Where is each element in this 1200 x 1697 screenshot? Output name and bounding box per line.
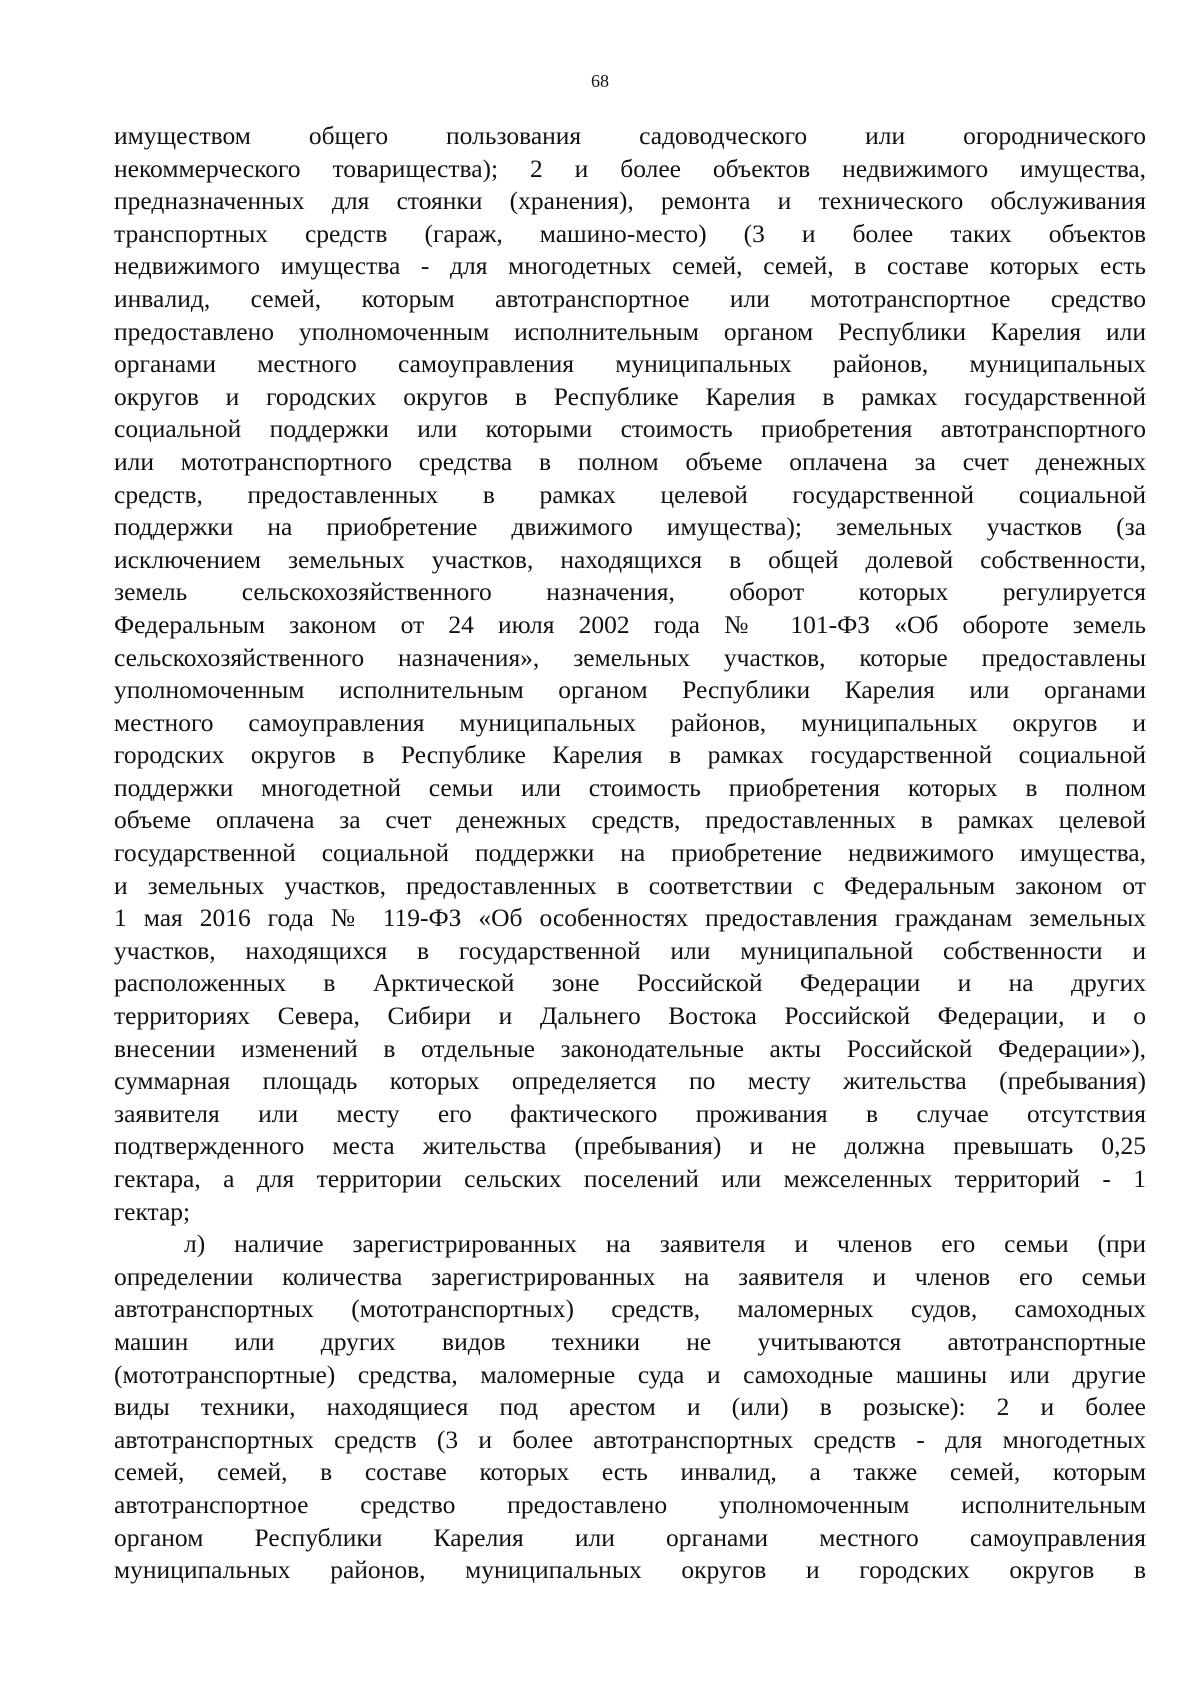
- text-line: транспортных средств (гараж, машино-место) (3 и более таких объектов: [114, 218, 1146, 248]
- text-line: имуществом общего пользования садоводческого или огороднического: [114, 121, 1146, 150]
- text-line: семей, семей, в составе которых есть инвалид, а также семей, которым: [114, 1457, 1146, 1487]
- text-line: заявителя или месту его фактического проживания в случае отсутствия: [114, 1098, 1146, 1128]
- text-line: муниципальных районов, муниципальных округов и городских округов в: [114, 1555, 1146, 1585]
- text-line: объеме оплачена за счет денежных средств, предоставленных в рамках целевой: [114, 805, 1146, 835]
- text-line: органами местного самоуправления муниципальных районов, муниципальных: [114, 349, 1146, 379]
- text-line: уполномоченным исполнительным органом Республики Карелия или органами: [114, 675, 1146, 705]
- text-line: и земельных участков, предоставленных в соответствии с Федеральным законом от: [114, 870, 1146, 900]
- text-line: городских округов в Республике Карелия в рамках государственной социальной: [114, 740, 1146, 770]
- text-line: недвижимого имущества - для многодетных семей, семей, в составе которых есть: [114, 251, 1146, 281]
- text-line: или мототранспортного средства в полном объеме оплачена за счет денежных: [114, 446, 1146, 476]
- text-line: предоставлено уполномоченным исполнительным органом Республики Карелия или: [114, 316, 1146, 346]
- text-line: некоммерческого товарищества); 2 и более объектов недвижимого имущества,: [114, 153, 1146, 183]
- text-line: гектара, а для территории сельских поселений или межселенных территорий - 1: [114, 1164, 1146, 1193]
- text-line: подтвержденного места жительства (пребывания) и не должна превышать 0,25: [114, 1131, 1146, 1161]
- text-line: машин или других видов техники не учитываются автотранспортные: [114, 1326, 1146, 1356]
- text-line: автотранспортных средств (3 и более автотранспортных средств - для многодетных: [114, 1424, 1146, 1454]
- text-line: местного самоуправления муниципальных районов, муниципальных округов и: [114, 707, 1146, 737]
- text-line: л) наличие зарегистрированных на заявителя и членов его семьи (при: [184, 1229, 1146, 1259]
- text-line: суммарная площадь которых определяется по месту жительства (пребывания): [114, 1066, 1146, 1096]
- text-line: земель сельскохозяйственного назначения, оборот которых регулируется: [114, 577, 1146, 607]
- text-line: территориях Севера, Сибири и Дальнего Востока Российской Федерации, и о: [114, 1001, 1146, 1031]
- text-line: внесении изменений в отдельные законодательные акты Российской Федерации»),: [114, 1033, 1146, 1063]
- text-line: Федеральным законом от 24 июля 2002 года № 101-ФЗ «Об обороте земель: [114, 609, 1146, 639]
- text-line: поддержки на приобретение движимого имущества); земельных участков (за: [114, 512, 1146, 542]
- text-line: автотранспортных (мототранспортных) средств, маломерных судов, самоходных: [114, 1294, 1146, 1324]
- text-line: инвалид, семей, которым автотранспортное или мототранспортное средство: [114, 283, 1146, 313]
- text-line: социальной поддержки или которыми стоимость приобретения автотранспортного: [114, 414, 1146, 444]
- text-line: округов и городских округов в Республике Карелия в рамках государственной: [114, 381, 1146, 411]
- text-line: предназначенных для стоянки (хранения), ремонта и технического обслуживания: [114, 186, 1146, 216]
- text-line: виды техники, находящиеся под арестом и (или) в розыске): 2 и более: [114, 1392, 1146, 1422]
- text-line: гектар;: [114, 1196, 191, 1226]
- text-line: 1 мая 2016 года № 119-ФЗ «Об особенностях предоставления гражданам земельных: [114, 903, 1146, 933]
- page-number: 68: [591, 71, 609, 91]
- text-line: (мототранспортные) средства, маломерные суда и самоходные машины или другие: [114, 1359, 1146, 1389]
- text-line: расположенных в Арктической зоне Российской Федерации и на других: [114, 968, 1146, 998]
- body-text: [114, 120, 1146, 1587]
- text-line: автотранспортное средство предоставлено уполномоченным исполнительным: [114, 1489, 1146, 1519]
- text-line: государственной социальной поддержки на приобретение недвижимого имущества,: [114, 838, 1146, 868]
- text-line: исключением земельных участков, находящихся в общей долевой собственности,: [114, 544, 1146, 574]
- text-line: поддержки многодетной семьи или стоимость приобретения которых в полном: [114, 772, 1146, 802]
- text-line: определении количества зарегистрированных на заявителя и членов его семьи: [114, 1261, 1146, 1291]
- text-line: участков, находящихся в государственной или муниципальной собственности и: [114, 935, 1146, 965]
- text-line: средств, предоставленных в рамках целевой государственной социальной: [114, 479, 1146, 509]
- text-line: сельскохозяйственного назначения», земельных участков, которые предоставлены: [114, 642, 1146, 672]
- text-line: органом Республики Карелия или органами местного самоуправления: [114, 1522, 1146, 1552]
